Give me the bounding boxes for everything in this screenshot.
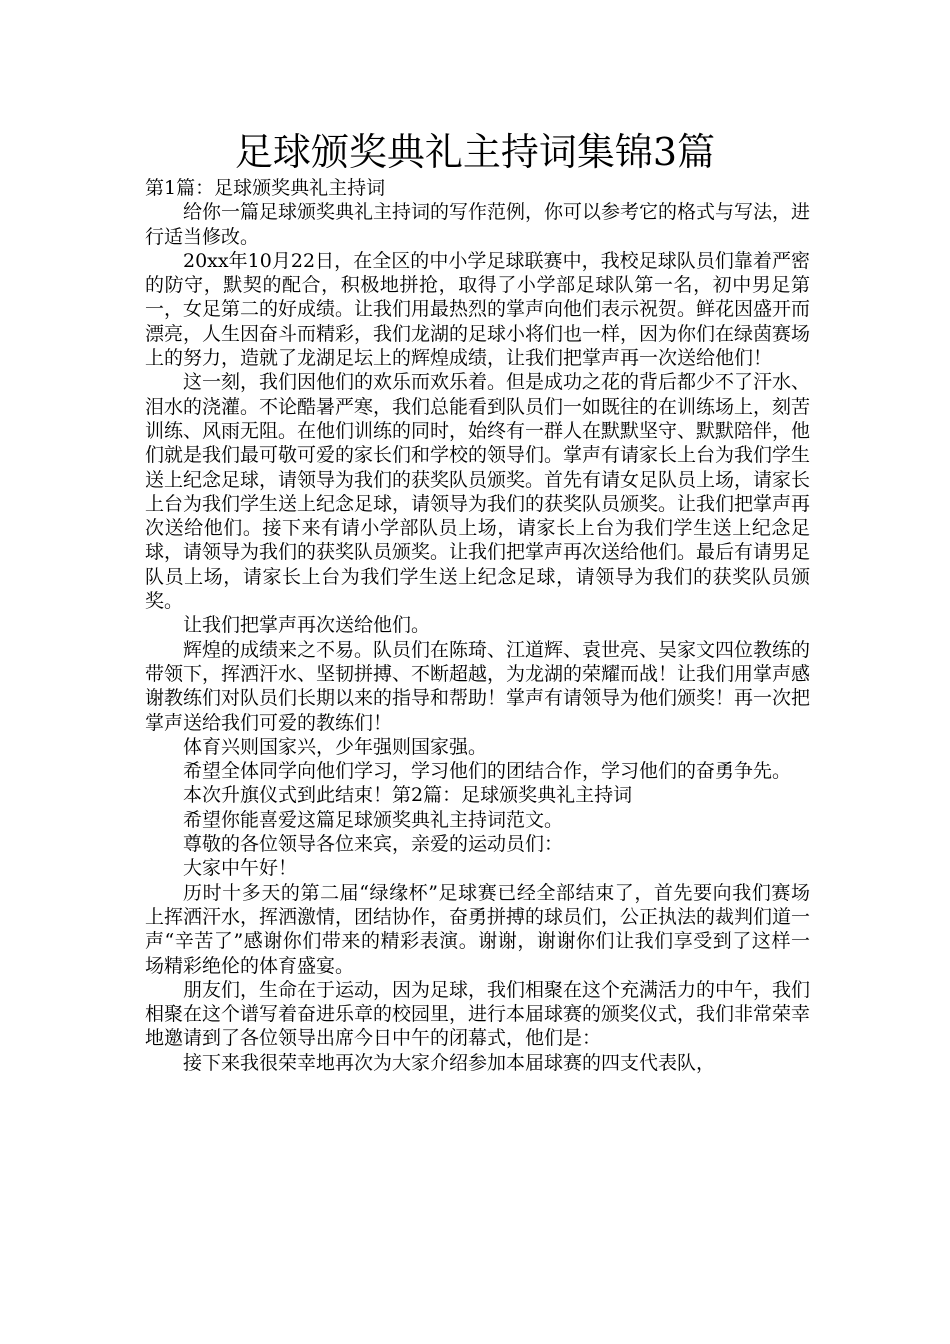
body-paragraph: 希望你能喜爱这篇足球颁奖典礼主持词范文。	[183, 808, 564, 831]
body-paragraph: 接下来我很荣幸地再次为大家介绍参加本届球赛的四支代表队，	[183, 1051, 716, 1074]
body-paragraph: 历时十多天的第二届“绿缘杯”足球赛已经全部结束了，首先要向我们赛场上挥洒汗水，挥洒激情，团结协作，奋勇拼搏的球员们，公正执法的裁判们道一声“辛苦了”感谢你们带来的精彩表演。谢谢，谢谢你们让我们享受到了这样一场精彩绝伦的体育盛宴。	[145, 881, 811, 977]
body-paragraph: 体育兴则国家兴，少年强则国家强。	[183, 735, 488, 758]
body-paragraph: 这一刻，我们因他们的欢乐而欢乐着。但是成功之花的背后都少不了汗水、泪水的浇灌。不论酷暑严寒，我们总能看到队员们一如既往的在训练场上，刻苦训练、风雨无阻。在他们训练的同时，始终有一群人在默默坚守、默默陪伴，他们就是我们最可敬可爱的家长们和学校的领导们。掌声有请家长上台为我们学生送上纪念足球，请领导为我们的获奖队员颁奖。首先有请女足队员上场，请家长上台为我们学生送上纪念足球，请领导为我们的获奖队员颁奖。让我们把掌声再次送给他们。接下来有请小学部队员上场，请家长上台为我们学生送上纪念足球，请领导为我们的获奖队员颁奖。让我们把掌声再次送给他们。最后有请男足队员上场，请家长上台为我们学生送上纪念足球，请领导为我们的获奖队员颁奖。	[145, 371, 811, 613]
body-paragraph: 本次升旗仪式到此结束！第2篇：足球颁奖典礼主持词	[183, 784, 633, 807]
body-paragraph: 大家中午好！	[183, 857, 298, 880]
body-paragraph: 第1篇：足球颁奖典礼主持词	[145, 177, 386, 199]
body-paragraph: 希望全体同学向他们学习，学习他们的团结合作，学习他们的奋勇争先。	[183, 760, 792, 783]
body-paragraph: 尊敬的各位领导各位来宾，亲爱的运动员们：	[183, 833, 564, 856]
body-paragraph: 朋友们，生命在于运动，因为足球，我们相聚在这个充满活力的中午，我们相聚在这个谱写着奋进乐章的校园里，进行本届球赛的颁奖仪式，我们非常荣幸地邀请到了各位领导出席今日中午的闭幕式，他们是：	[145, 978, 811, 1050]
body-paragraph: 给你一篇足球颁奖典礼主持词的写作范例，你可以参考它的格式与写法，进行适当修改。	[145, 201, 811, 248]
body-paragraph: 20xx年10月22日，在全区的中小学足球联赛中，我校足球队员们靠着严密的防守，默契的配合，积极地拼抢，取得了小学部足球队第一名，初中男足第一，女足第二的好成绩。让我们用最热烈的掌声向他们表示祝贺。鲜花因盛开而漂亮，人生因奋斗而精彩，我们龙湖的足球小将们也一样，因为你们在绿茵赛场上的努力，造就了龙湖足坛上的辉煌成绩，让我们把掌声再一次送给他们！	[145, 249, 811, 370]
document-body	[145, 176, 810, 1075]
body-paragraph: 辉煌的成绩来之不易。队员们在陈琦、江道辉、袁世亮、吴家文四位教练的带领下，挥洒汗水、坚韧拼搏、不断超越，为龙湖的荣耀而战！让我们用掌声感谢教练们对队员们长期以来的指导和帮助！掌声有请领导为他们颁奖！再一次把掌声送给我们可爱的教练们！	[145, 638, 811, 734]
body-paragraph: 让我们把掌声再次送给他们。	[183, 614, 431, 637]
document-title: 足球颁奖典礼主持词集锦3篇	[234, 130, 716, 174]
